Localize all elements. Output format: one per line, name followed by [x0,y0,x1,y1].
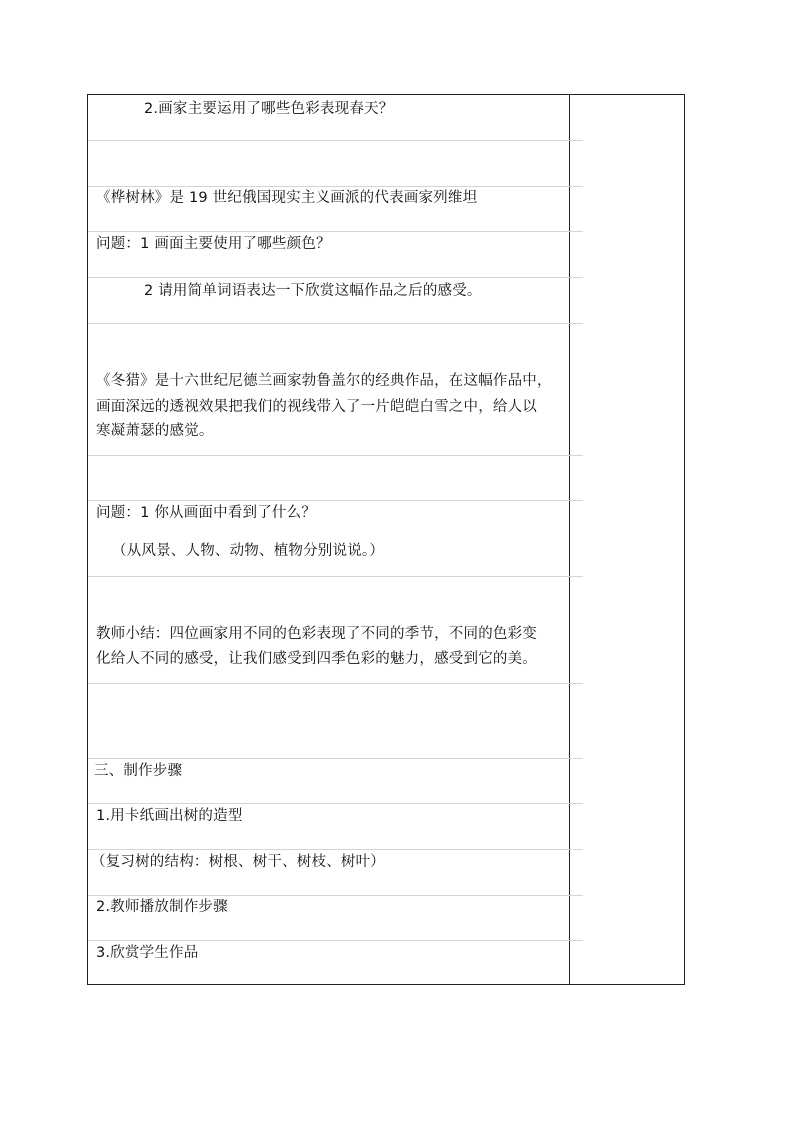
row-divider [88,683,583,684]
section-heading: 三、制作步骤 [94,763,183,779]
winter-hunt-intro-line-2: 画面深远的透视效果把我们的视线带入了一片皑皑白雪之中，给人以 [96,399,537,415]
step-1-note: （复习树的结构：树根、树干、树枝、树叶） [91,854,385,870]
birch-forest-intro: 《桦树林》是 19 世纪俄国现实主义画派的代表画家列维坦 [96,190,478,206]
winter-question-1: 问题：1 你从画面中看到了什么？ [96,505,317,521]
step-2: 2.教师播放制作步骤 [96,899,228,915]
row-divider [88,455,583,456]
birch-question-2: 2 请用简单词语表达一下欣赏这幅作品之后的感受。 [144,283,482,299]
row-divider [88,140,583,141]
teacher-summary-line-2: 化给人不同的感受，让我们感受到四季色彩的魅力，感受到它的美。 [96,651,537,667]
birch-question-1: 问题：1 画面主要使用了哪些颜色？ [96,236,331,252]
column-divider [569,94,570,985]
winter-hunt-intro-line-3: 寒凝萧瑟的感觉。 [96,423,214,439]
step-3: 3.欣赏学生作品 [96,945,199,961]
teacher-summary-line-1: 教师小结：四位画家用不同的色彩表现了不同的季节，不同的色彩变 [96,626,537,642]
winter-hunt-intro-line-1: 《冬猎》是十六世纪尼德兰画家勃鲁盖尔的经典作品，在这幅作品中， [96,373,552,389]
row-divider [88,576,583,577]
row-divider [88,323,583,324]
winter-question-hint: （从风景、人物、动物、植物分别说说。） [112,543,385,559]
question-spring-colors: 2.画家主要运用了哪些色彩表现春天？ [144,101,394,117]
step-1: 1.用卡纸画出树的造型 [96,808,243,824]
